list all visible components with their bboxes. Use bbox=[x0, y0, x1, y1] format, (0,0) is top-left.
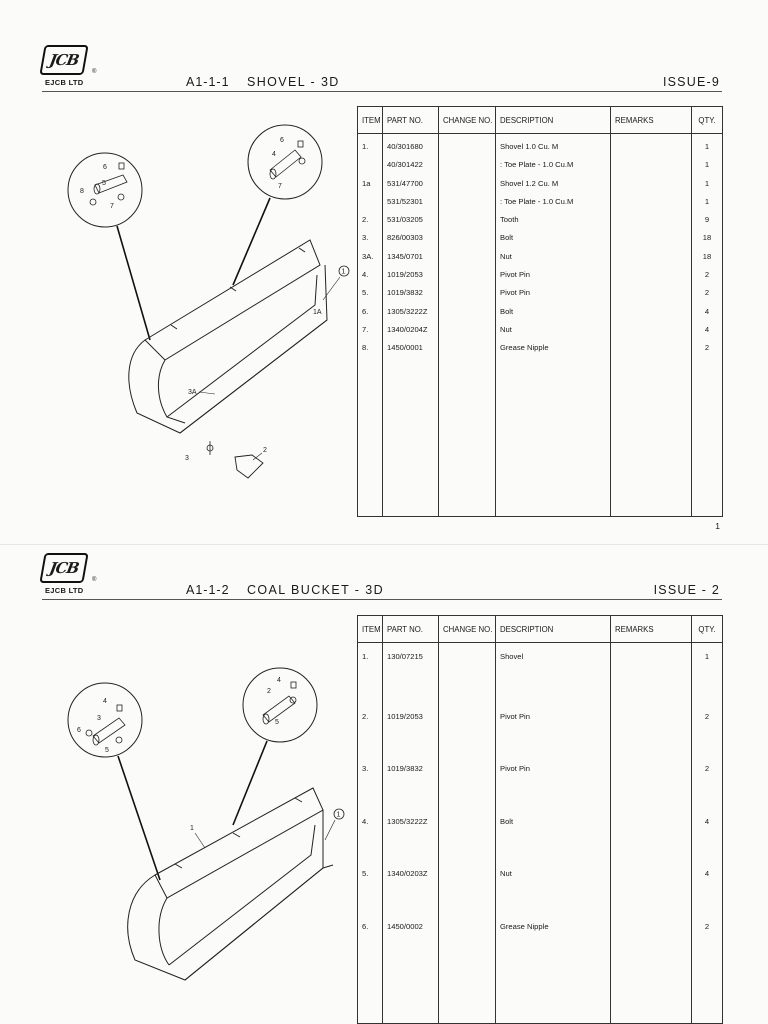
row-remarks bbox=[611, 266, 692, 284]
callout-right-5: 5 bbox=[275, 719, 279, 726]
row-part-no: 1019/3832 bbox=[383, 284, 439, 302]
callout-right-4: 4 bbox=[277, 677, 281, 684]
row-change-no bbox=[439, 193, 496, 211]
row-qty: 1 bbox=[692, 156, 723, 174]
row-item: 7. bbox=[358, 321, 383, 339]
table-row bbox=[358, 266, 723, 284]
row-description: Nut bbox=[496, 248, 611, 266]
parts-table-body bbox=[358, 134, 723, 517]
row-part-no: 130/07215 bbox=[383, 643, 439, 707]
callout-1-circled: 1 bbox=[336, 811, 341, 819]
row-change-no bbox=[439, 303, 496, 321]
col-qty: QTY. bbox=[692, 616, 723, 643]
row-qty: 2 bbox=[692, 759, 723, 812]
filler-cell bbox=[692, 970, 723, 1024]
row-item: 6. bbox=[358, 917, 383, 970]
col-part-no: PART NO. bbox=[383, 107, 439, 134]
row-part-no: 531/52301 bbox=[383, 193, 439, 211]
leader-right bbox=[233, 198, 270, 285]
jcb-logo bbox=[42, 553, 97, 595]
table-row bbox=[358, 812, 723, 865]
row-item: 3. bbox=[358, 229, 383, 247]
header-rule bbox=[42, 91, 722, 92]
filler-cell bbox=[496, 970, 611, 1024]
filler-cell bbox=[439, 970, 496, 1024]
table-row bbox=[358, 229, 723, 247]
leader-left bbox=[118, 756, 160, 880]
callout-left-5: 5 bbox=[105, 747, 109, 754]
row-qty: 1 bbox=[692, 193, 723, 211]
issue-label: ISSUE - 2 bbox=[653, 583, 720, 597]
row-description: Pivot Pin bbox=[496, 759, 611, 812]
issue-label: ISSUE-9 bbox=[662, 75, 720, 89]
row-item: 1. bbox=[358, 643, 383, 707]
table-row bbox=[358, 917, 723, 970]
row-item: 2. bbox=[358, 707, 383, 760]
pivot-pin-detail-left bbox=[86, 705, 125, 745]
section-code: A1-1-1 bbox=[186, 75, 230, 89]
row-item: 5. bbox=[358, 284, 383, 302]
row-qty: 1 bbox=[692, 134, 723, 157]
row-remarks bbox=[611, 812, 692, 865]
page-number: 1 bbox=[715, 521, 720, 531]
row-item: 4. bbox=[358, 266, 383, 284]
row-description: Shovel bbox=[496, 643, 611, 707]
row-change-no bbox=[439, 229, 496, 247]
row-description: Nut bbox=[496, 321, 611, 339]
row-remarks bbox=[611, 211, 692, 229]
callout-left-8: 8 bbox=[80, 188, 84, 195]
col-remarks: REMARKS bbox=[611, 616, 692, 643]
callout-1: 1 bbox=[190, 825, 194, 832]
filler-cell bbox=[358, 970, 383, 1024]
row-description: Bolt bbox=[496, 812, 611, 865]
header-rule bbox=[42, 599, 722, 600]
row-qty: 1 bbox=[692, 175, 723, 193]
row-description: Bolt bbox=[496, 229, 611, 247]
section-title: COAL BUCKET - 3D bbox=[247, 583, 385, 597]
table-row bbox=[358, 284, 723, 302]
row-qty: 18 bbox=[692, 248, 723, 266]
col-remarks: REMARKS bbox=[611, 107, 692, 134]
row-remarks bbox=[611, 284, 692, 302]
col-qty: QTY. bbox=[692, 107, 723, 134]
col-part-no: PART NO. bbox=[383, 616, 439, 643]
pivot-pin-detail-right bbox=[270, 141, 305, 179]
bolt-part bbox=[207, 441, 213, 455]
company-name: EJCB LTD bbox=[45, 78, 84, 87]
table-row bbox=[358, 303, 723, 321]
filler-cell bbox=[383, 358, 439, 517]
row-remarks bbox=[611, 134, 692, 157]
row-change-no bbox=[439, 248, 496, 266]
row-change-no bbox=[439, 211, 496, 229]
row-item: 8. bbox=[358, 339, 383, 357]
callout-right-6: 6 bbox=[280, 137, 284, 144]
row-item: 1a bbox=[358, 175, 383, 193]
row-qty: 4 bbox=[692, 303, 723, 321]
parts-table-header bbox=[358, 107, 723, 134]
registered-mark: ® bbox=[92, 69, 97, 75]
row-change-no bbox=[439, 917, 496, 970]
row-change-no bbox=[439, 175, 496, 193]
row-remarks bbox=[611, 707, 692, 760]
parts-table bbox=[357, 106, 723, 517]
row-remarks bbox=[611, 229, 692, 247]
row-description: Tooth bbox=[496, 211, 611, 229]
filler-cell bbox=[439, 358, 496, 517]
row-item: 5. bbox=[358, 864, 383, 917]
filler-cell bbox=[496, 358, 611, 517]
section-code: A1-1-2 bbox=[186, 583, 230, 597]
table-filler-row bbox=[358, 358, 723, 517]
filler-cell bbox=[383, 970, 439, 1024]
leader-right bbox=[233, 741, 267, 825]
row-description: Grease Nipple bbox=[496, 917, 611, 970]
row-remarks bbox=[611, 175, 692, 193]
row-qty: 2 bbox=[692, 917, 723, 970]
jcb-logo-badge: JCB bbox=[39, 553, 88, 583]
row-part-no: 40/301422 bbox=[383, 156, 439, 174]
col-change-no: CHANGE NO. bbox=[439, 107, 496, 134]
row-change-no bbox=[439, 284, 496, 302]
pivot-pin-detail-left bbox=[90, 163, 127, 205]
row-part-no: 1305/3222Z bbox=[383, 303, 439, 321]
row-remarks bbox=[611, 303, 692, 321]
row-change-no bbox=[439, 643, 496, 707]
table-filler-row bbox=[358, 970, 723, 1024]
callout-3a: 3A bbox=[188, 389, 197, 396]
row-description: Pivot Pin bbox=[496, 284, 611, 302]
coal-bucket bbox=[128, 788, 333, 980]
row-change-no bbox=[439, 321, 496, 339]
col-item: ITEM bbox=[358, 107, 383, 134]
callout-left-7: 7 bbox=[110, 203, 114, 210]
row-change-no bbox=[439, 759, 496, 812]
callout-right-2: 2 bbox=[267, 688, 271, 695]
row-qty: 9 bbox=[692, 211, 723, 229]
row-item: 1. bbox=[358, 134, 383, 157]
parts-table-body bbox=[358, 643, 723, 1024]
row-change-no bbox=[439, 156, 496, 174]
row-remarks bbox=[611, 864, 692, 917]
row-item: 3A. bbox=[358, 248, 383, 266]
row-qty: 4 bbox=[692, 321, 723, 339]
row-part-no: 531/47700 bbox=[383, 175, 439, 193]
table-row bbox=[358, 156, 723, 174]
row-description: Pivot Pin bbox=[496, 707, 611, 760]
row-change-no bbox=[439, 134, 496, 157]
callout-right-4: 4 bbox=[272, 151, 276, 158]
row-qty: 18 bbox=[692, 229, 723, 247]
row-description: Shovel 1.2 Cu. M bbox=[496, 175, 611, 193]
callout-left-6: 6 bbox=[103, 164, 107, 171]
row-part-no: 1340/0203Z bbox=[383, 864, 439, 917]
row-description: Grease Nipple bbox=[496, 339, 611, 357]
callout-2: 2 bbox=[263, 447, 267, 454]
row-part-no: 1019/2053 bbox=[383, 266, 439, 284]
row-qty: 2 bbox=[692, 707, 723, 760]
row-item: 4. bbox=[358, 812, 383, 865]
row-remarks bbox=[611, 193, 692, 211]
row-change-no bbox=[439, 812, 496, 865]
row-remarks bbox=[611, 339, 692, 357]
row-part-no: 1305/3222Z bbox=[383, 812, 439, 865]
row-item: 3. bbox=[358, 759, 383, 812]
col-change-no: CHANGE NO. bbox=[439, 616, 496, 643]
tooth-part bbox=[235, 455, 263, 478]
row-remarks bbox=[611, 759, 692, 812]
company-name: EJCB LTD bbox=[45, 586, 84, 595]
row-part-no: 1019/2053 bbox=[383, 707, 439, 760]
table-row bbox=[358, 321, 723, 339]
row-qty: 2 bbox=[692, 339, 723, 357]
row-remarks bbox=[611, 917, 692, 970]
row-qty: 4 bbox=[692, 812, 723, 865]
jcb-logo-badge: JCB bbox=[39, 45, 88, 75]
row-item bbox=[358, 193, 383, 211]
col-description: DESCRIPTION bbox=[496, 107, 611, 134]
filler-cell bbox=[358, 358, 383, 517]
row-description: Bolt bbox=[496, 303, 611, 321]
row-change-no bbox=[439, 707, 496, 760]
row-remarks bbox=[611, 321, 692, 339]
parts-table-header bbox=[358, 616, 723, 643]
coal-bucket-exploded-diagram bbox=[55, 660, 355, 1020]
table-row bbox=[358, 193, 723, 211]
table-row bbox=[358, 864, 723, 917]
table-row bbox=[358, 211, 723, 229]
row-part-no: 1019/3832 bbox=[383, 759, 439, 812]
filler-cell bbox=[611, 358, 692, 517]
row-description: : Toe Plate - 1.0 Cu.M bbox=[496, 156, 611, 174]
row-item: 2. bbox=[358, 211, 383, 229]
detail-circle-left bbox=[68, 683, 142, 757]
parts-table bbox=[357, 615, 723, 1024]
detail-circle-right bbox=[248, 125, 322, 199]
jcb-logo bbox=[42, 45, 97, 87]
row-change-no bbox=[439, 339, 496, 357]
table-row bbox=[358, 707, 723, 760]
row-description: Nut bbox=[496, 864, 611, 917]
row-part-no: 1450/0002 bbox=[383, 917, 439, 970]
row-remarks bbox=[611, 248, 692, 266]
callout-left-5: 5 bbox=[102, 180, 106, 187]
col-description: DESCRIPTION bbox=[496, 616, 611, 643]
callout-left-3: 3 bbox=[97, 715, 101, 722]
table-row bbox=[358, 339, 723, 357]
table-row bbox=[358, 759, 723, 812]
row-qty: 2 bbox=[692, 266, 723, 284]
row-description: Shovel 1.0 Cu. M bbox=[496, 134, 611, 157]
row-part-no: 826/00303 bbox=[383, 229, 439, 247]
row-part-no: 531/03205 bbox=[383, 211, 439, 229]
table-row bbox=[358, 134, 723, 157]
callout-3: 3 bbox=[185, 455, 189, 462]
section-title: SHOVEL - 3D bbox=[247, 75, 340, 89]
leader-left bbox=[117, 226, 150, 340]
callout-left-4: 4 bbox=[103, 698, 107, 705]
row-item bbox=[358, 156, 383, 174]
row-description: : Toe Plate - 1.0 Cu.M bbox=[496, 193, 611, 211]
row-item: 6. bbox=[358, 303, 383, 321]
table-row bbox=[358, 175, 723, 193]
sheet-divider bbox=[0, 544, 768, 545]
filler-cell bbox=[692, 358, 723, 517]
row-qty: 2 bbox=[692, 284, 723, 302]
row-qty: 1 bbox=[692, 643, 723, 707]
callout-1a: 1A bbox=[313, 309, 322, 316]
row-remarks bbox=[611, 156, 692, 174]
callout-1: 1 bbox=[341, 268, 346, 276]
row-part-no: 1345/0701 bbox=[383, 248, 439, 266]
callout-right-7: 7 bbox=[278, 183, 282, 190]
col-item: ITEM bbox=[358, 616, 383, 643]
row-change-no bbox=[439, 864, 496, 917]
registered-mark: ® bbox=[92, 577, 97, 583]
row-part-no: 1450/0001 bbox=[383, 339, 439, 357]
row-part-no: 40/301680 bbox=[383, 134, 439, 157]
shovel-bucket bbox=[129, 240, 327, 433]
shovel-exploded-diagram bbox=[55, 115, 355, 495]
row-description: Pivot Pin bbox=[496, 266, 611, 284]
row-part-no: 1340/0204Z bbox=[383, 321, 439, 339]
row-remarks bbox=[611, 643, 692, 707]
filler-cell bbox=[611, 970, 692, 1024]
row-change-no bbox=[439, 266, 496, 284]
table-row bbox=[358, 643, 723, 707]
table-row bbox=[358, 248, 723, 266]
row-qty: 4 bbox=[692, 864, 723, 917]
callout-left-6: 6 bbox=[77, 727, 81, 734]
